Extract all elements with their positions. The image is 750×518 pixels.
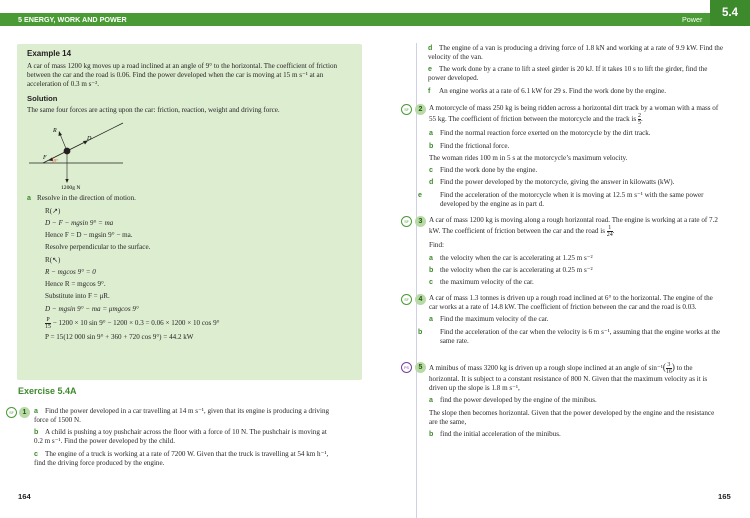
question-part: d Find the power developed by the motorcycle, giving the answer in kilowatts (kW).: [429, 178, 675, 187]
working-line: D − F − mgsin 9° = ma: [45, 218, 114, 227]
example-box: [17, 44, 362, 380]
section-title: Power: [682, 15, 703, 24]
question-4: [401, 294, 726, 349]
question-part: b Find the acceleration of the car when the velocity is 6 m s⁻¹, assuming that the engine works at the same rate.: [418, 327, 721, 345]
question-part: b the velocity when the car is accelerating at 0.25 m s⁻²: [429, 265, 593, 274]
sf-badge: SF: [401, 294, 412, 305]
question-text: The slope then becomes horizontal. Given that the power developed by the engine and the resistance are the same,: [429, 408, 715, 426]
question-number: 1: [19, 407, 30, 418]
solution-part-a: a Resolve in the direction of motion.: [27, 194, 136, 203]
diagram-label-weight: 1200g N: [61, 185, 81, 191]
solution-title: Solution: [27, 94, 58, 104]
question-5: [401, 362, 726, 442]
question-part: c the maximum velocity of the car.: [429, 278, 534, 287]
question-1-continued: [428, 44, 723, 99]
question-part: f An engine works at a rate of 6.1 kW for 29 s. Find the work done by the engine.: [428, 86, 667, 95]
part-label: a: [27, 194, 31, 203]
question-number: 5: [415, 362, 426, 373]
section-tab: 5.4: [710, 0, 750, 26]
question-part: c Find the work done by the engine.: [429, 166, 538, 175]
page-header: [0, 0, 750, 26]
question-part: a find the power developed by the engine of the minibus.: [429, 396, 597, 405]
sf-badge: SF: [401, 216, 412, 227]
working-line: Substitute into F = μR.: [45, 292, 110, 301]
question-number: 3: [415, 216, 426, 227]
ps-badge: PS: [401, 362, 412, 373]
diagram-label-d: D: [87, 136, 92, 143]
exercise-title: Exercise 5.4A: [18, 386, 77, 396]
working-line-fraction: $\frac{P}{15}$ − 1200 × 10 sin 9° − 1200 × 0.3 = 0.06 × 1200 × 10 cos 9°: [45, 316, 220, 330]
question-part: a Find the power developed in a car travelling at 14 m s⁻¹, given that its engine is producing a driving force of 1500 N.: [34, 407, 330, 425]
question-part: d The engine of a van is producing a driving force of 1.8 kN and working at a rate of 9.9 kW. Find the velocity of the van.: [428, 44, 724, 62]
working-line: R − mgcos 9° = 0: [45, 267, 96, 276]
diagram-label-f: F: [43, 155, 47, 162]
question-stem: A car of mass 1.3 tonnes is driven up a rough road inclined at 6° to the horizontal. The engine of the car works at a rate of 14.8 kW. The coefficient of friction between the car and the road is 0.03.: [429, 294, 713, 312]
sf-badge: SF: [401, 104, 412, 115]
question-part: b find the initial acceleration of the minibus.: [429, 429, 561, 438]
diagram-label-angle: 9°: [54, 158, 59, 164]
question-part: e Find the acceleration of the motorcycle when it is moving at 12.5 m s⁻¹ with the same power developed by the engine as in part d.: [418, 190, 704, 208]
question-stem: A motorcycle of mass 250 kg is being ridden across a horizontal dirt track by a woman with a mass of 55 kg. The coefficient of friction between the motorcycle and the track is $\frac{2}{5}$ .: [429, 104, 719, 127]
example-problem: A car of mass 1200 kg moves up a road inclined at an angle of 9° to the horizontal. The coefficient of friction between the car and the road is 0.06. Find the power developed when the car is moving at 15 m s⁻¹ at an acceleration of 0.3 m s⁻².: [27, 62, 338, 89]
question-text: Find:: [429, 241, 444, 250]
force-diagram: [27, 118, 127, 190]
question-stem: A minibus of mass 3200 kg is driven up a rough slope inclined at an angle of sin⁻¹( $\frac{3}{16}$ ) to the horizontal. It is subject to a constant resistance of 800 N. Given that the maximum velocity as it is driven up the slope is 1.8 m s⁻¹,: [429, 362, 708, 393]
working-line: R(↗): [45, 206, 61, 215]
question-text: The woman rides 100 m in 5 s at the motorcycle’s maximum velocity.: [429, 153, 628, 162]
working-line: R(↖): [45, 255, 61, 264]
question-part: a the velocity when the car is accelerating at 1.25 m s⁻²: [429, 253, 593, 262]
question-2: [401, 104, 726, 212]
question-part: a Find the maximum velocity of the car.: [429, 315, 549, 324]
solution-intro: The same four forces are acting upon the car: friction, reaction, weight and driving force.: [27, 106, 280, 115]
example-title: Example 14: [27, 49, 72, 58]
question-part: c The engine of a truck is working at a rate of 7200 W. Given that the truck is travelling at 54 km h⁻¹, find the driving force produced by the engine.: [34, 449, 329, 467]
question-number: 2: [415, 104, 426, 115]
working-line: D − mgsin 9° − ma = μmgcos 9°: [45, 304, 139, 313]
working-line: Resolve perpendicular to the surface.: [45, 243, 151, 252]
chapter-title: 5 ENERGY, WORK AND POWER: [18, 15, 127, 24]
working-line: Hence R = mgcos 9°.: [45, 280, 106, 289]
diagram-label-r: R: [53, 128, 57, 135]
page-number-left: 164: [18, 492, 31, 501]
page-number-right: 165: [718, 492, 731, 501]
sf-badge: SF: [6, 407, 17, 418]
question-number: 4: [415, 294, 426, 305]
working-line: Hence F = D − mgsin 9° − ma.: [45, 231, 133, 240]
final-answer: P = 15(12 000 sin 9° + 360 + 720 cos 9°) = 44.2 kW: [45, 333, 194, 342]
question-part: b A child is pushing a toy pushchair across the floor with a force of 10 N. The pushchair is moving at 0.2 m s⁻¹. Find the power developed by the child.: [34, 428, 327, 446]
question-3: [401, 216, 726, 290]
question-part: a Find the normal reaction force exerted on the motorcycle by the dirt track.: [429, 129, 651, 138]
question-stem: A car of mass 1200 kg is moving along a rough horizontal road. The engine is working at a rate of 7.2 kW. The coefficient of friction between the car and the road is $\frac{1}{24}$ .: [429, 216, 718, 239]
question-part: e The work done by a crane to lift a steel girder is 20 kJ. If it takes 10 s to lift the girder, find the power developed.: [428, 65, 708, 83]
question-part: b Find the frictional force.: [429, 141, 510, 150]
